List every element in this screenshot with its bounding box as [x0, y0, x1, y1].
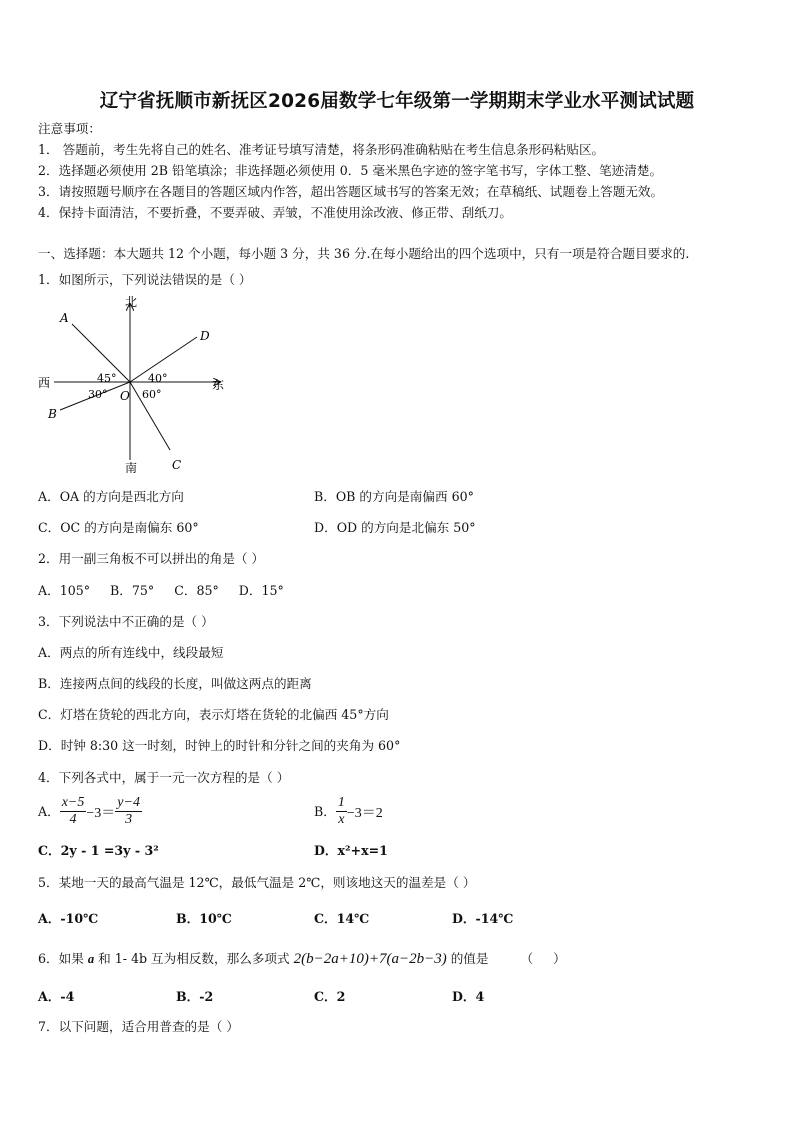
- q3-option-d: D．时钟 8:30 这一时刻，时钟上的时针和分针之间的夹角为 60°: [38, 738, 401, 753]
- label-a: A: [60, 311, 69, 325]
- q4-option-a-middle: −3＝: [86, 805, 116, 821]
- angle-40: 40°: [148, 372, 168, 385]
- q1-option-d: D．OD 的方向是北偏东 50°: [314, 520, 476, 535]
- q2-stem: 2．用一副三角板不可以拼出的角是（ ）: [38, 551, 265, 566]
- notice-item-2: 2．选择题必须使用 2B 铅笔填涂；非选择题必须使用 0．5 毫米黑色字迹的签字笔书写，字体工整、笔迹清楚。: [38, 163, 663, 178]
- fraction-denominator: x: [338, 812, 345, 827]
- q6-option-b: B．-2: [176, 989, 214, 1004]
- section-1-heading: 一、选择题：本大题共 12 个小题，每小题 3 分，共 36 分.在每小题给出的四个选项中，只有一项是符合题目要求的.: [38, 246, 690, 261]
- q3-option-a: A．两点的所有连线中，线段最短: [38, 645, 224, 660]
- label-c: C: [172, 458, 182, 472]
- q5-option-c: C．14℃: [314, 911, 370, 926]
- q5-option-d: D．-14℃: [452, 911, 514, 926]
- fraction-numerator: x−5: [61, 795, 85, 810]
- q4-option-b: [314, 795, 383, 828]
- label-o: O: [120, 389, 130, 403]
- q4-option-b-fraction: [336, 795, 347, 828]
- q3-option-b: B．连接两点间的线段的长度，叫做这两点的距离: [38, 676, 312, 691]
- fraction-numerator: 1: [337, 795, 345, 810]
- q1-option-c: C．OC 的方向是南偏东 60°: [38, 520, 199, 535]
- label-south: 南: [125, 461, 138, 475]
- fraction-denominator: 3: [125, 812, 133, 827]
- notice-item-3: 3．请按照题号顺序在各题目的答题区域内作答，超出答题区域书写的答案无效；在草稿纸、试题卷上答题无效。: [38, 184, 664, 199]
- q5-option-a: A．-10℃: [38, 911, 99, 926]
- q4-stem: 4．下列各式中，属于一元一次方程的是（ ）: [38, 770, 290, 785]
- q1-option-b: B．OB 的方向是南偏西 60°: [314, 489, 474, 504]
- q4-option-c: C．2y - 1 =3y - 3²: [38, 843, 159, 858]
- q6-stem-pre: 6．如果: [38, 951, 88, 966]
- q6-option-a: A．-4: [38, 989, 75, 1004]
- q4-option-b-rest: −3＝2: [346, 805, 383, 821]
- q6-stem-post: 的值是 （ ）: [446, 951, 566, 966]
- notice-item-1: 1． 答题前，考生先将自己的姓名、准考证号填写清楚，将条形码准确粘贴在考生信息条形码粘贴区。: [38, 142, 605, 157]
- q4-option-a-label: A．: [38, 803, 60, 819]
- q6-option-d: D．4: [452, 989, 485, 1004]
- q4-option-a: [38, 795, 142, 828]
- q6-stem: [38, 951, 566, 967]
- fraction-denominator: 4: [69, 812, 77, 827]
- q6-option-c: C．2: [314, 989, 346, 1004]
- label-north: 北: [125, 295, 138, 309]
- q7-stem: 7．以下问题，适合用普查的是（ ）: [38, 1019, 239, 1034]
- label-d: D: [200, 329, 210, 343]
- label-east: 东: [212, 378, 225, 392]
- q4-option-a-fraction-2: [115, 795, 142, 828]
- q6-var-a: a: [87, 952, 95, 966]
- q4-option-d: D．x²+x=1: [314, 843, 388, 858]
- label-west: 西: [38, 376, 51, 390]
- fraction-numerator: y−4: [117, 795, 140, 810]
- q4-option-b-label: B．: [314, 803, 336, 819]
- q6-stem-mid: 和 1- 4b 互为相反数，那么多项式: [94, 951, 294, 966]
- q1-option-a: A．OA 的方向是西北方向: [38, 489, 184, 504]
- q1-stem: 1．如图所示，下列说法错误的是（ ）: [38, 272, 252, 287]
- angle-60: 60°: [142, 388, 162, 401]
- q6-expression: 2(b−2a+10)+7(a−2b−3): [293, 951, 447, 967]
- direction-figure: [30, 292, 240, 477]
- q5-stem: 5．某地一天的最高气温是 12℃，最低气温是 2℃，则该地这天的温差是（ ）: [38, 875, 476, 890]
- angle-30: 30°: [88, 388, 108, 401]
- label-b: B: [48, 407, 57, 421]
- q4-option-a-fraction-1: [60, 795, 87, 828]
- notice-item-4: 4．保持卡面清洁，不要折叠，不要弄破、弄皱，不准使用涂改液、修正带、刮纸刀。: [38, 205, 512, 220]
- notice-heading: 注意事项：: [38, 121, 101, 136]
- q3-stem: 3．下列说法中不正确的是（ ）: [38, 614, 214, 629]
- q2-options: A．105° B．75° C．85° D．15°: [38, 583, 284, 598]
- q3-option-c: C．灯塔在货轮的西北方向，表示灯塔在货轮的北偏西 45°方向: [38, 707, 389, 722]
- q5-option-b: B．10℃: [176, 911, 232, 926]
- exam-title: 辽宁省抚顺市新抚区2026届数学七年级第一学期期末学业水平测试试题: [99, 91, 695, 112]
- angle-45: 45°: [97, 372, 117, 385]
